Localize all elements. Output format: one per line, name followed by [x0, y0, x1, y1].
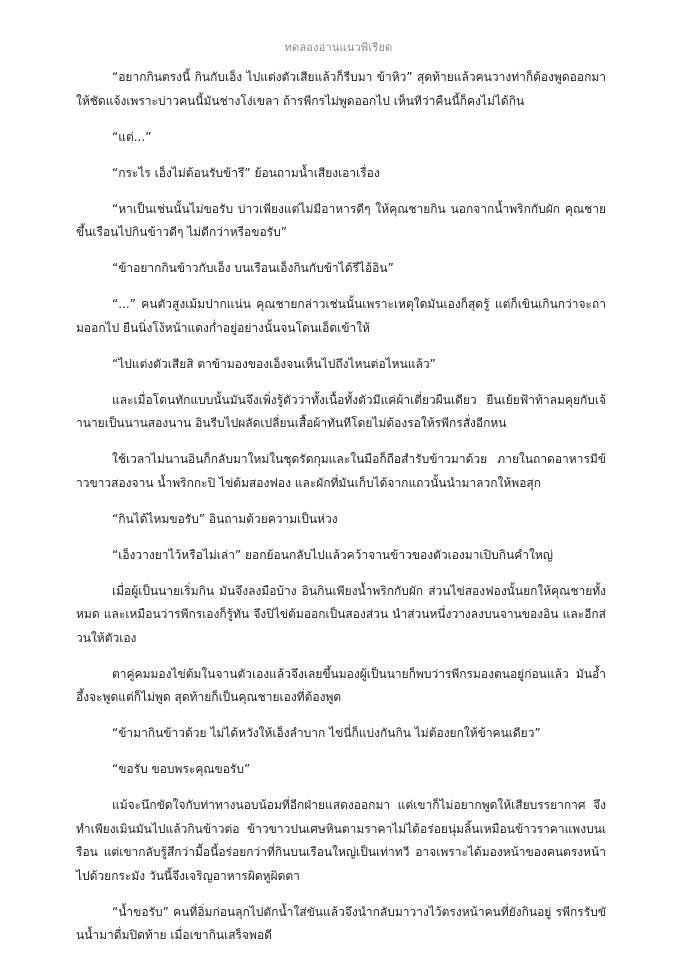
paragraph: “แต่...”	[112, 129, 152, 144]
paragraph: และเมื่อโดนทักแบบนั้นมันจึงเพิ่งรู้ตัวว่าทั้งเนื้อทั้งตัวมีแค่ผ้าเตี่ยวผืนเดียว ยืนเย้ยฟ้าท้าลมคุยกับเจ้านายเป็นนานสองนาน อินรีบไปผลัดเปลี่ยนเสื้อผ้าทันทีโดยไม่ต้องรอให้รพีกรสั่งอีกหน	[76, 392, 606, 430]
paragraph: “หาเป็นเช่นนั้นไม่ขอรับ บ่าวเพียงแต่ไม่มีอาหารดีๆ ให้คุณชายกิน นอกจากน้ำพริกกับผัก คุณชายขึ้นเรือนไปกินข้าวดีๆ ไม่ดีกว่าหรือขอรับ”	[76, 201, 606, 239]
paragraph: “น้ำขอรับ” คนที่อิ่มก่อนลุกไปตักน้ำใส่ขันแล้วจึงนำกลับมาวางไว้ตรงหน้าคนที่ยังกินอยู่ รพีกรรับขันน้ำมาดื่มปิดท้าย เมื่อเขากินเสร็จพอดี	[76, 904, 606, 942]
paragraph: “กระไร เอ็งไม่ต้อนรับข้ารึ” ย้อนถามน้ำเสียงเอาเรื่อง	[112, 165, 380, 180]
paragraph: ตาคู่คมมองไข่ต้มในจานตัวเองแล้วจึงเลยขึ้นมองผู้เป็นนายก็พบว่ารพีกรมองตนอยู่ก่อนแล้ว มันอ้ำอึ้งจะพูดแต่ก็ไม่พูด สุดท้ายก็เป็นคุณชายเองที่ต้องพูด	[76, 666, 606, 704]
paragraph: “ไปแต่งตัวเสียสิ ตาข้ามองของเอ็งจนเห็นไปถึงไหนต่อไหนแล้ว”	[112, 356, 436, 371]
paragraph: “ข้าอยากกินข้าวกับเอ็ง บนเรือนเอ็งกินกับข้าได้รึไอ้อิน”	[112, 261, 394, 275]
paragraph: “ข้ามากินข้าวด้วย ไม่ได้หวังให้เอ็งลำบาก ไข่นี่ก็แบ่งกันกิน ไม่ต้องยกให้ข้าคนเดียว”	[112, 726, 541, 740]
paragraph: “เอ็งวางยาไว้หรือไม่เล่า” ยอกย้อนกลับไปแล้วคว้าจานข้าวของตัวเองมาเปิบกินคำใหญ่	[112, 547, 553, 562]
paragraph: “อยากกินตรงนี้ กินกับเอ็ง ไปแต่งตัวเสียแล้วก็รีบมา ข้าหิว” สุดท้ายแล้วคนวางท่าก็ต้องพูดออกมาให้ชัดแจ้งเพราะบ่าวคนนี้มันช่างโง่เขลา ถ้ารพีกรไม่พูดออกไป เห็นทีว่าคืนนี้ก็คงไม่ได้กิน	[76, 70, 606, 108]
paragraph: แม้จะนึกขัดใจกับท่าทางนอบน้อมที่อีกฝ่ายแสดงออกมา แต่เขาก็ไม่อยากพูดให้เสียบรรยากาศ จึงทำเพียงเมินมันไปแล้วกินข้าวต่อ ข้าวขาวปนเศษหินตามราคาไม่ได้อร่อยนุ่มลิ้นเหมือนข้าวราคาแพงบนเรือน แต่เขากลับรู้สึกว่ามื้อนี้อร่อยกว่าที่กินบนเรือนใหญ่เป็นเท่าทวี อาจเพราะได้มองหน้าของคนตรงหน้าไปด้วยกระมัง วันนี้จึงเจริญอาหารผิดหูผิดตา	[76, 798, 606, 883]
paragraph: “ขอรับ ขอบพระคุณขอรับ”	[112, 762, 251, 776]
running-header: ทดลองอ่านแนวพีเรียด	[284, 41, 393, 54]
paragraph: “กินได้ไหมขอรับ” อินถามด้วยความเป็นห่วง	[112, 511, 338, 526]
story-body	[76, 66, 606, 960]
paragraph: “...” คนตัวสูงเม้มปากแน่น คุณชายกล่าวเช่นนั้นเพราะเหตุใดมันเองก็สุดรู้ แต่ก็เขินเกินกว่าจะถามออกไป ยืนนิ่งโง้หน้าแดงก่ำอยู่อย่างนั้นจนโดนเอ็ดเข้าให้	[76, 297, 606, 335]
paragraph: เมื่อผู้เป็นนายเริ่มกิน มันจึงลงมือบ้าง อินกินเพียงน้ำพริกกับผัก ส่วนไข่สองฟองนั้นยกให้คุณชายทั้งหมด และเหมือนว่ารพีกรเองก็รู้ทัน จึงปิไข่ต้มออกเป็นสองส่วน นำส่วนหนึ่งวางลงบนจานของอิน และอีกส่วนให้ตัวเอง	[76, 583, 606, 645]
paragraph: ใช้เวลาไม่นานอินก็กลับมาใหม่ในชุดรัดกุมและในมือก็ถือสำรับข้าวมาด้วย ภายในถาดอาหารมีข้าวขาวสองจาน น้ำพริกกะปิ ไข่ต้มสองฟอง และผักที่มันเก็บได้จากแถวนั้นนำมาลวกให้พอสุก	[76, 452, 606, 490]
